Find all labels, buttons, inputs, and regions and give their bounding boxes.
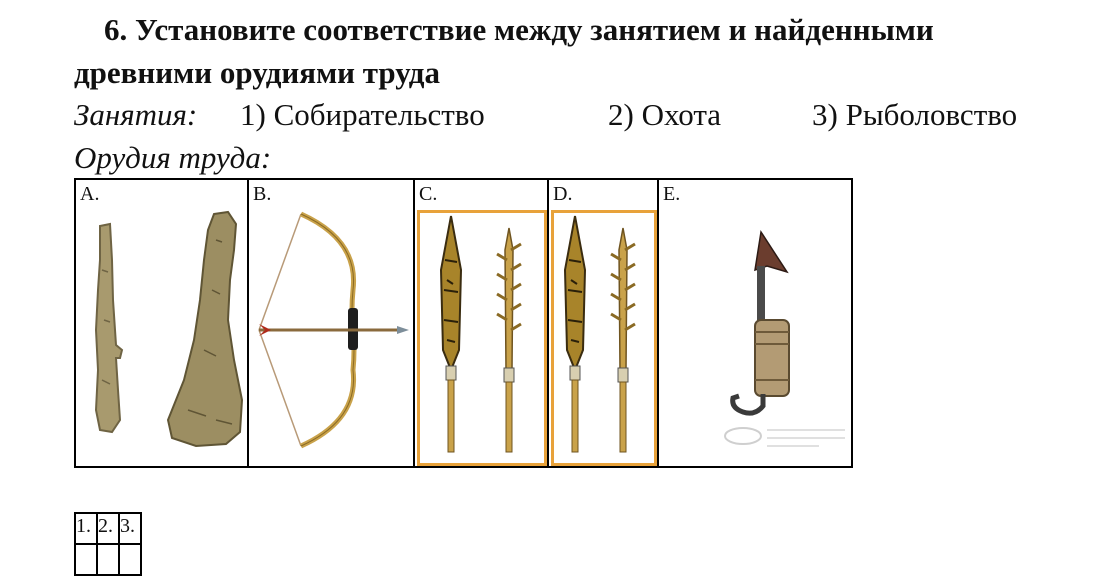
wooden-clubs-image [76,180,247,466]
tool-letter-b: B. [253,183,272,205]
answer-grid [74,512,142,576]
tool-letter-a: A. [80,183,100,205]
cropped-previous-line [68,0,76,9]
answer-header-1: 1. [75,513,97,544]
tool-letter-e: E. [663,183,681,205]
answer-header-2: 2. [97,513,119,544]
answer-header-3: 3. [119,513,141,544]
tool-letter-d: D. [553,183,573,205]
tool-cell-a [75,179,248,467]
occupation-3: 3) Рыболовство [812,97,1018,132]
tool-cell-e [658,179,852,467]
tool-cell-b [248,179,414,467]
spear-and-harpoon-image-c [415,180,547,466]
task-title-line-1: 6. Установите соответствие между занятием и найденными [104,12,934,47]
tool-cell-c [414,179,548,467]
occupation-1: 1) Собирательство [240,97,485,132]
task-title-line-2: древними орудиями труда [74,55,440,90]
occupations-label: Занятия: [74,97,198,132]
spear-and-harpoon-image-d [549,180,657,466]
tools-table [74,178,853,468]
occupation-2: 2) Охота [608,97,722,132]
tool-letter-c: C. [419,183,438,205]
answer-cell-3[interactable] [119,544,141,575]
answer-cell-2[interactable] [97,544,119,575]
tool-cell-d [548,179,658,467]
tools-label: Орудия труда: [74,140,272,175]
answer-cell-1[interactable] [75,544,97,575]
bow-and-arrow-image [249,180,413,466]
fishing-hook-image [659,180,851,466]
occupations-line [74,99,197,130]
